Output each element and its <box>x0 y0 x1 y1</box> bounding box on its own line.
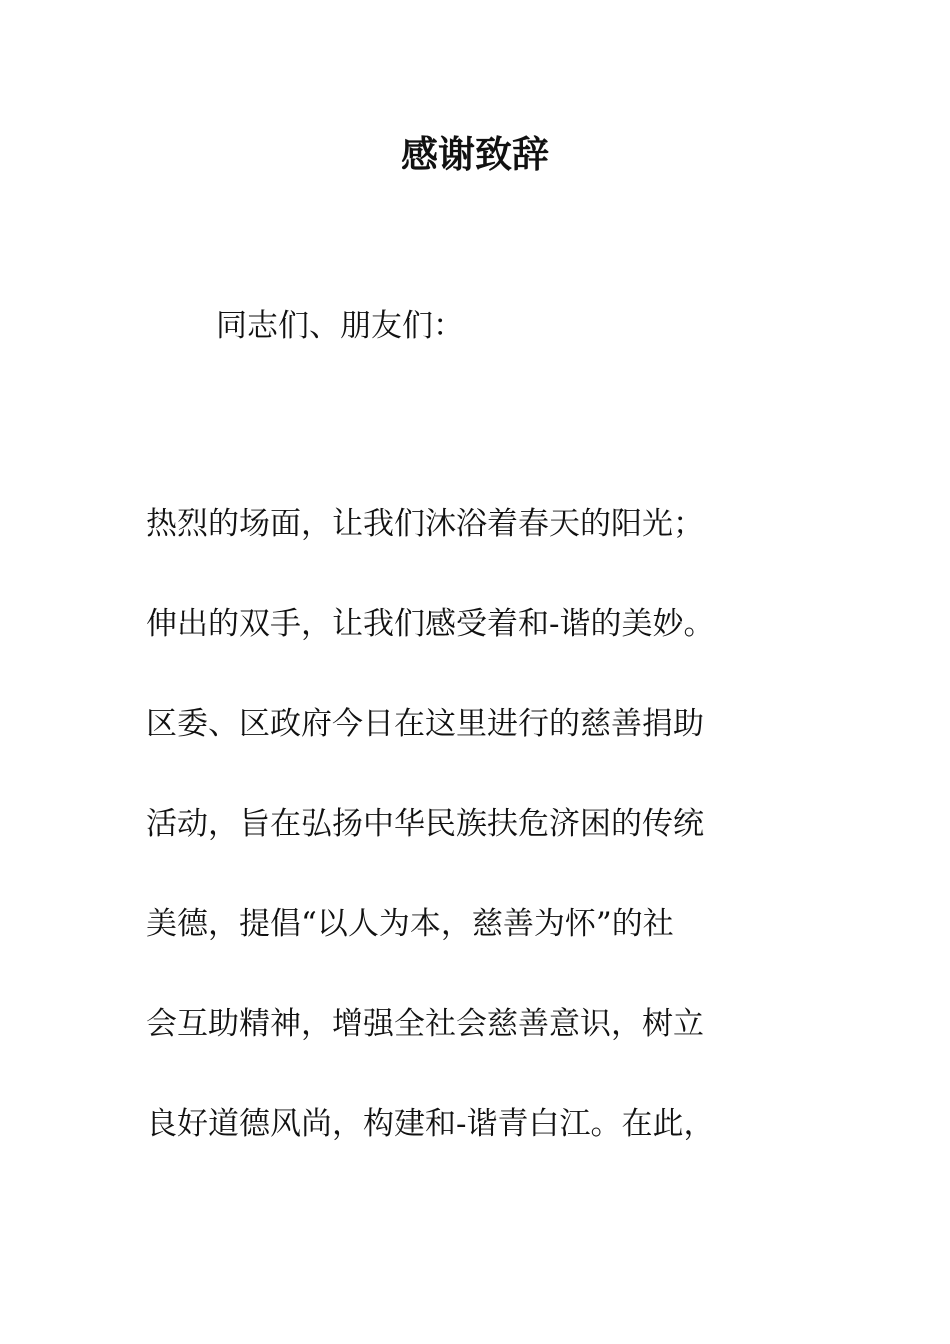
body-line: 美德，提倡“以人为本，慈善为怀”的社 <box>146 906 674 942</box>
body-line: 热烈的场面，让我们沐浴着春天的阳光； <box>146 506 704 542</box>
body-line: 良好道德风尚，构建和-谐青白江。在此， <box>146 1106 715 1142</box>
document-title: 感谢致辞 <box>401 132 549 176</box>
body-text <box>146 498 806 1198</box>
body-line: 伸出的双手，让我们感受着和-谐的美妙。 <box>146 606 715 642</box>
body-line: 区委、区政府今日在这里进行的慈善捐助 <box>146 706 704 742</box>
body-line: 会互助精神，增强全社会慈善意识，树立 <box>146 1006 704 1042</box>
salutation: 同志们、朋友们： <box>216 308 464 344</box>
body-line: 活动，旨在弘扬中华民族扶危济困的传统 <box>146 806 704 842</box>
